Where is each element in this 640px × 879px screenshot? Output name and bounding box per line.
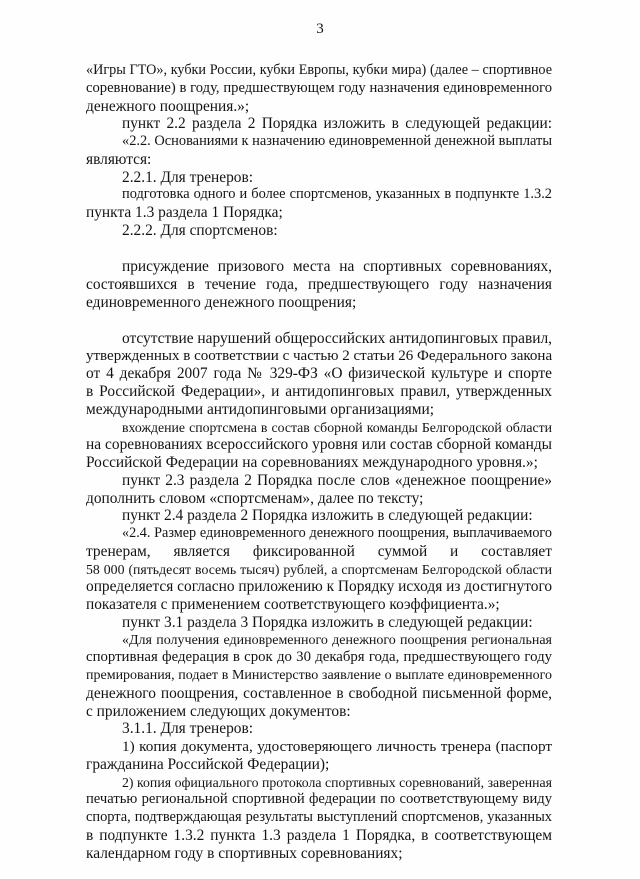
text-line: гражданина Российской Федерации); (86, 755, 330, 773)
text-line: вхождение спортсмена в состав сборной команды Белгородской области (122, 419, 552, 435)
text-line: «Для получения единовременного денежного поощрения региональная (122, 632, 552, 648)
text-line: определяется согласно приложению к Порядку исходя из достигнутого (86, 578, 553, 596)
text-line: «Игры ГТО», кубки России, кубки Европы, кубки мира) (далее – спортивное (86, 62, 552, 78)
text-line: международными антидопинговыми организациями; (86, 400, 435, 418)
text-line: показателя с применением соответствующего коэффициента.»; (86, 596, 500, 613)
document-body (0, 62, 640, 862)
text-line: пункт 2.4 раздела 2 Порядка изложить в следующей редакции: (122, 507, 533, 525)
page-number: 3 (316, 21, 324, 37)
text-line: утвержденных в соответствии с частью 2 статьи 26 Федерального закона (86, 347, 553, 364)
text-line: являются: (86, 150, 152, 168)
text-line: на соревнованиях всероссийского уровня или состав сборной команды (86, 436, 552, 454)
text-line: состоявшихся в течение года, предшествующего году назначения (86, 275, 552, 293)
text-line: спорта, подтверждающая результаты выступлений спортсменов, указанных (86, 809, 552, 825)
paragraph-gap (0, 311, 640, 330)
text-line: тренерам, является фиксированной суммой и составляет (86, 542, 552, 560)
text-line: дополнить словом «спортсменам», далее по тексту; (86, 489, 424, 507)
text-line: 1) копия документа, удостоверяющего личность тренера (паспорт (122, 738, 552, 755)
text-line: «2.2. Основаниями к назначению единовременной денежной выплаты (122, 133, 552, 149)
text-line: печатью региональной спортивной федерации по соответствующему виду (86, 791, 552, 808)
text-line: 58 000 (пятьдесят восемь тысяч) рублей, а спортсменам Белгородской области (86, 561, 552, 577)
text-line: с приложением следующих документов: (86, 702, 351, 720)
text-line: 2.2.2. Для спортсменов: (122, 221, 278, 239)
text-line: пункт 2.2 раздела 2 Порядка изложить в следующей редакции: (122, 115, 552, 133)
text-line: денежного поощрения, составленное в свободной письменной форме, (86, 684, 552, 702)
text-line: подготовка одного и более спортсменов, указанных в подпункте 1.3.2 (122, 186, 552, 203)
text-line: пункт 3.1 раздела 3 Порядка изложить в следующей редакции: (122, 613, 533, 631)
text-line: «2.4. Размер единовременного денежного поощрения, выплачиваемого (122, 525, 552, 541)
text-line: пункта 1.3 раздела 1 Порядка; (86, 204, 283, 221)
text-line: 2) копия официального протокола спортивных соревнований, заверенная (122, 774, 552, 790)
text-line: в Российской Федерации», и антидопинговых правил, утвержденных (86, 383, 552, 400)
text-line: календарном году в спортивных соревнованиях; (86, 844, 403, 862)
text-line: от 4 декабря 2007 года № 329-ФЗ «О физической культуре и спорте (86, 365, 552, 383)
text-line: соревнование) в году, предшествующем году назначения единовременного (86, 79, 552, 96)
text-line: 2.2.1. Для тренеров: (122, 168, 254, 186)
text-line: премирования, подает в Министерство заявление о выплате единовременного (86, 668, 552, 683)
text-line: Российской Федерации на соревнованиях международного уровня.»; (86, 454, 538, 471)
text-line: пункт 2.3 раздела 2 Порядка после слов «денежное поощрение» (122, 471, 552, 489)
text-line: отсутствие нарушений общероссийских антидопинговых правил, (122, 329, 552, 347)
text-line: спортивная федерация в срок до 30 декабря года, предшествующего году (86, 649, 552, 666)
text-line: 3.1.1. Для тренеров: (122, 720, 254, 738)
paragraph-gap (0, 240, 640, 259)
text-line: единовременного денежного поощрения; (86, 293, 357, 311)
text-line: денежного поощрения.»; (86, 97, 250, 115)
text-line: присуждение призового места на спортивных соревнованиях, (122, 258, 552, 275)
text-line: в подпункте 1.3.2 пункта 1.3 раздела 1 Порядка, в соответствующем (86, 826, 552, 844)
